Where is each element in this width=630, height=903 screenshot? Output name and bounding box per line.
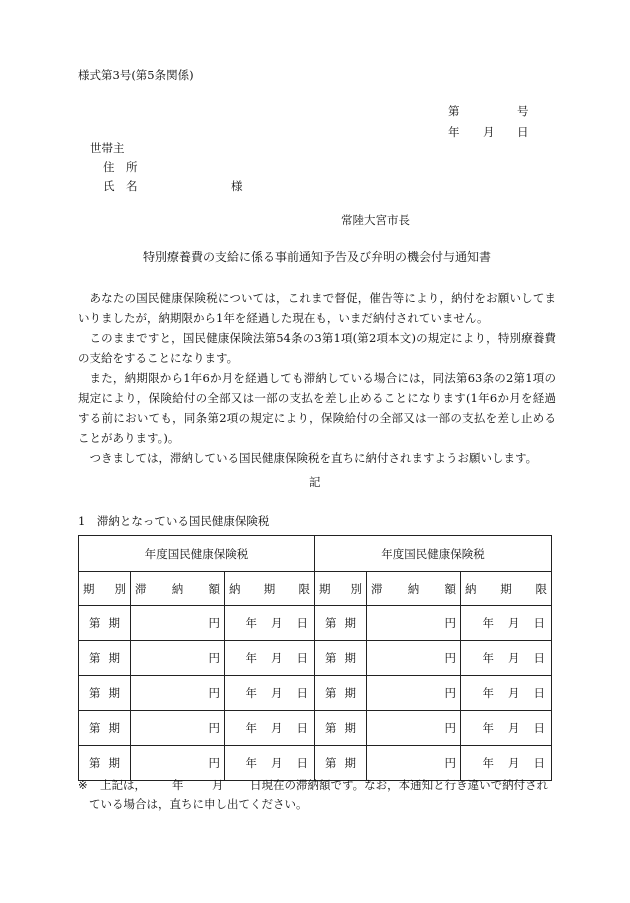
table-column-header-row [79, 572, 552, 606]
deadline-cell: 年 月 日 [225, 676, 315, 711]
deadline-cell: 年 月 日 [225, 746, 315, 781]
honorific: 様 [231, 179, 243, 193]
period-cell: 第 期 [79, 711, 131, 746]
household-head: 世帯主 [90, 141, 125, 155]
amount-cell: 円 [131, 606, 225, 641]
period-cell: 第 期 [315, 676, 367, 711]
amount-cell: 円 [131, 746, 225, 781]
arrears-table [78, 535, 552, 781]
amount-cell: 円 [131, 711, 225, 746]
period-cell: 第 期 [315, 746, 367, 781]
issuer: 常陸大宮市長 [341, 213, 410, 227]
amount-cell: 円 [367, 641, 461, 676]
form-label: 様式第3号(第5条関係) [78, 68, 194, 82]
col-period-header: 期 別 [315, 572, 367, 606]
ref-prefix: 第 [448, 104, 460, 118]
period-cell: 第 期 [315, 641, 367, 676]
note-text: 上記は， [100, 778, 146, 792]
body-paragraph: あなたの国民健康保険税については，これまで督促，催告等により，納付をお願いしてまいりましたが，納期限から1年を経過した現在も，いまだ納付されていません。 [78, 291, 556, 325]
ki-mark: 記 [309, 475, 321, 489]
period-cell: 第 期 [79, 606, 131, 641]
period-cell: 第 期 [79, 676, 131, 711]
address-label: 住 所 [103, 160, 138, 174]
table-row [79, 676, 552, 711]
period-cell: 第 期 [315, 606, 367, 641]
table-group-header-row [79, 536, 552, 572]
deadline-cell: 年 月 日 [461, 676, 552, 711]
body-paragraph: このままですと，国民健康保険法第54条の3第1項(第2項本文)の規定により，特別療養費の支給をすることになります。 [78, 331, 556, 365]
table-row [79, 606, 552, 641]
deadline-cell: 年 月 日 [461, 606, 552, 641]
note-text: 日現在の滞納額です。なお，本通知と行き違いで納付され [250, 778, 549, 792]
amount-cell: 円 [367, 746, 461, 781]
footnote [78, 776, 556, 814]
body-paragraph: つきましては，滞納している国民健康保険税を直ちに納付されますようお願いします。 [89, 451, 538, 465]
period-cell: 第 期 [79, 641, 131, 676]
deadline-cell: 年 月 日 [225, 641, 315, 676]
group-header-right: 年度国民健康保険税 [315, 536, 552, 572]
name-label: 氏 名 [103, 179, 138, 193]
amount-cell: 円 [131, 641, 225, 676]
deadline-cell: 年 月 日 [461, 746, 552, 781]
section-heading: 1 滞納となっている国民健康保険税 [78, 514, 270, 528]
amount-cell: 円 [367, 676, 461, 711]
col-deadline-header: 納 期 限 [225, 572, 315, 606]
col-amount-header: 滞 納 額 [367, 572, 461, 606]
ref-suffix: 号 [517, 104, 529, 118]
note-line2: ている場合は，直ちに申し出てください。 [89, 797, 308, 811]
deadline-cell: 年 月 日 [461, 641, 552, 676]
body-text [78, 288, 556, 468]
col-deadline-header: 納 期 限 [461, 572, 552, 606]
period-cell: 第 期 [79, 746, 131, 781]
note-month: 月 [212, 778, 224, 792]
table-row [79, 711, 552, 746]
col-amount-header: 滞 納 額 [131, 572, 225, 606]
amount-cell: 円 [131, 676, 225, 711]
note-year: 年 [172, 778, 184, 792]
deadline-cell: 年 月 日 [225, 711, 315, 746]
note-mark: ※ [78, 778, 88, 792]
deadline-cell: 年 月 日 [461, 711, 552, 746]
period-cell: 第 期 [315, 711, 367, 746]
date-day: 日 [517, 125, 529, 139]
amount-cell: 円 [367, 711, 461, 746]
group-header-left: 年度国民健康保険税 [79, 536, 315, 572]
col-period-header: 期 別 [79, 572, 131, 606]
date-year: 年 [448, 125, 460, 139]
date-month: 月 [483, 125, 495, 139]
document-title: 特別療養費の支給に係る事前通知予告及び弁明の機会付与通知書 [143, 250, 492, 264]
amount-cell: 円 [367, 606, 461, 641]
body-paragraph: また，納期限から1年6か月を経過しても滞納している場合には，同法第63条の2第1項の規定により，保険給付の全部又は一部の支払を差し止めることになります(1年6か月を経過する前においても，同条第2項の規定により，保険給付の全部又は一部の支払を差し止めることがあります。)。 [78, 371, 556, 445]
table-row [79, 641, 552, 676]
deadline-cell: 年 月 日 [225, 606, 315, 641]
